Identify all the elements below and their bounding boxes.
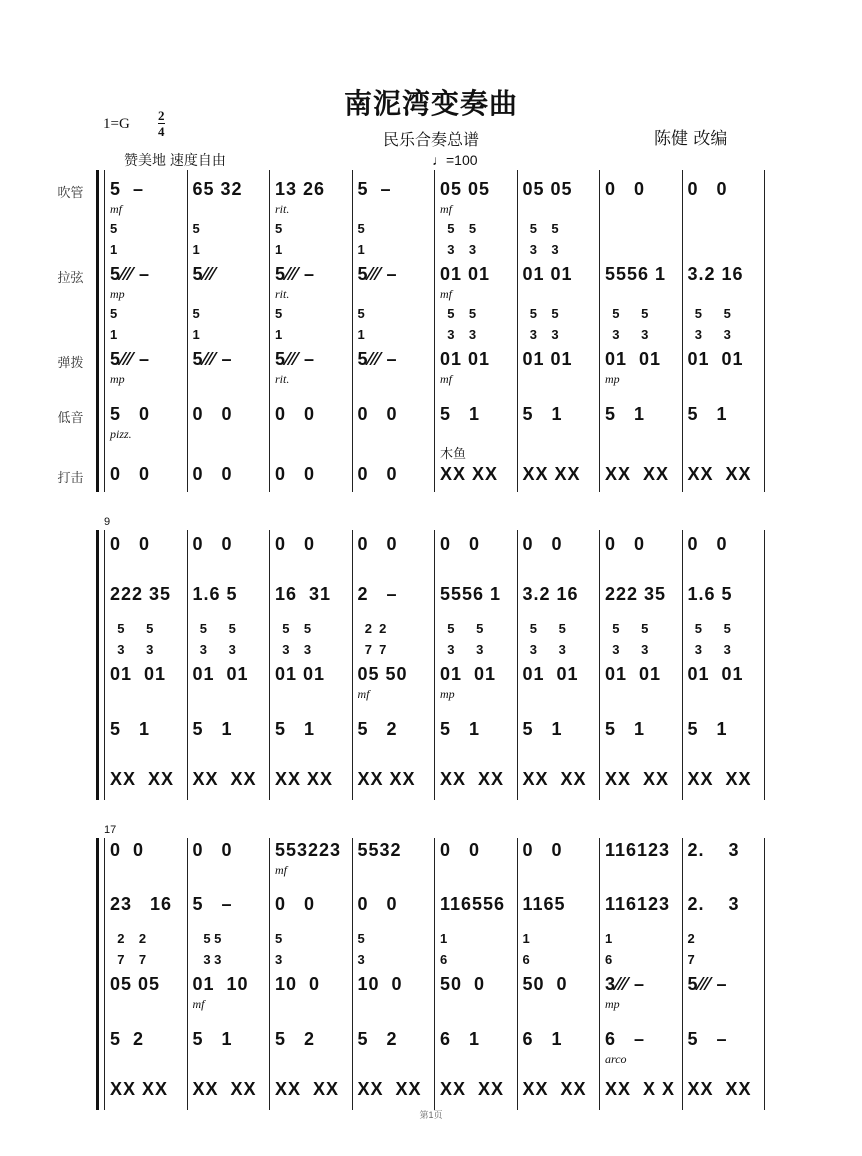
- notes: 13 26: [275, 179, 326, 199]
- notes: 5 1: [192, 1029, 233, 1049]
- notes: 05 05: [440, 179, 491, 199]
- chord-top-note: 5: [357, 221, 365, 236]
- notes: 01 01: [440, 349, 491, 369]
- dynamic-marking: mf: [440, 202, 452, 216]
- measure-number: 9: [104, 516, 111, 528]
- chord-middle-note: 6: [522, 952, 530, 967]
- notes: 0 0: [110, 840, 145, 860]
- chord-top-note: 5 5: [192, 931, 222, 946]
- chord-top-note: 1: [440, 931, 448, 946]
- barline: [104, 530, 105, 800]
- barline: [682, 530, 683, 800]
- notes: XX XX: [192, 1079, 257, 1099]
- notes: XX XX: [605, 464, 670, 484]
- dynamic-marking: mf: [357, 687, 370, 701]
- notes: XX XX: [522, 769, 587, 789]
- chord-middle-note: 3 3: [440, 642, 484, 657]
- chord-middle-note: 3 3: [192, 642, 236, 657]
- chord-middle-note: 7 7: [110, 952, 147, 967]
- notes: 23 16: [110, 894, 173, 914]
- notes: 0 0: [275, 404, 316, 424]
- barline: [599, 838, 600, 1110]
- chord-middle-note: 3 3: [110, 642, 154, 657]
- notes: 3.2 16: [687, 264, 744, 284]
- notes: XX XX: [110, 1079, 169, 1099]
- notes: 10 0: [357, 974, 403, 994]
- notes: 5 2: [357, 1029, 398, 1049]
- chord-middle-note: 1: [192, 327, 200, 342]
- dynamic-marking: mf: [275, 863, 287, 877]
- time-signature: [158, 108, 165, 139]
- notes: 5 1: [440, 719, 481, 739]
- notes: XX XX: [687, 769, 752, 789]
- chord-middle-note: 7 7: [357, 642, 387, 657]
- barline: [434, 838, 435, 1110]
- notes: 0 0: [192, 464, 233, 484]
- dynamic-marking: rit.: [275, 202, 290, 216]
- notes: 3⁄⁄⁄ –: [605, 974, 646, 994]
- notes: XX XX: [110, 769, 175, 789]
- notes: 0 0: [357, 894, 398, 914]
- dynamic-marking: pizz.: [110, 427, 132, 441]
- chord-top-note: 5: [357, 306, 365, 321]
- notes: 5 1: [440, 404, 481, 424]
- notes: 5 –: [687, 1029, 728, 1049]
- notes: 6 1: [522, 1029, 563, 1049]
- time-denominator: 4: [158, 124, 165, 139]
- chord-top-note: 5: [192, 306, 200, 321]
- notes: 5⁄⁄⁄ –: [192, 349, 233, 369]
- notes: 5532: [357, 840, 402, 860]
- notes: 01 01: [687, 349, 744, 369]
- instrument-label: 吹管: [57, 186, 84, 201]
- dynamic-marking: mp: [605, 372, 620, 386]
- notes: 0 0: [275, 464, 316, 484]
- dynamic-marking: mp: [440, 687, 455, 701]
- chord-middle-note: 3 3: [440, 242, 477, 257]
- chord-top-note: 1: [605, 931, 613, 946]
- notes: XX X X: [605, 1079, 676, 1099]
- notes: 5⁄⁄⁄ –: [357, 349, 398, 369]
- score-title: 南泥湾变奏曲: [343, 87, 518, 120]
- notes: 6 –: [605, 1029, 646, 1049]
- chord-middle-note: 3 3: [687, 327, 731, 342]
- chord-top-note: 5: [110, 221, 118, 236]
- notes: 6 1: [440, 1029, 481, 1049]
- notes: 5 1: [192, 719, 233, 739]
- barline: [187, 170, 188, 492]
- notes: 1.6 5: [192, 584, 238, 604]
- notes: 0 0: [440, 534, 481, 554]
- barline: [434, 530, 435, 800]
- chord-top-note: 5 5: [522, 221, 559, 236]
- notes: 01 01: [687, 664, 744, 684]
- notes: 01 01: [605, 664, 662, 684]
- barline: [682, 170, 683, 492]
- chord-middle-note: 3: [357, 952, 365, 967]
- chord-middle-note: 1: [110, 327, 118, 342]
- barline: [269, 838, 270, 1110]
- notes: 0 0: [110, 534, 151, 554]
- notes: 65 32: [192, 179, 243, 199]
- chord-middle-note: 3 3: [605, 327, 649, 342]
- barline: [517, 170, 518, 492]
- notes: 116123: [605, 894, 671, 914]
- key-signature: 1=G: [103, 116, 130, 132]
- notes: 5556 1: [605, 264, 667, 284]
- chord-top-note: 5: [192, 221, 200, 236]
- barline: [517, 838, 518, 1110]
- chord-top-note: 5: [357, 931, 365, 946]
- instrument-annotation: 木鱼: [440, 446, 467, 461]
- barline: [352, 530, 353, 800]
- chord-top-note: 5 5: [522, 621, 566, 636]
- notes: 01 01: [522, 264, 573, 284]
- dynamic-marking: mf: [440, 372, 452, 386]
- dynamic-marking: rit.: [275, 372, 290, 386]
- notes: 01 01: [522, 349, 573, 369]
- chord-top-note: 5 5: [687, 306, 731, 321]
- notes: 50 0: [522, 974, 568, 994]
- dynamic-marking: mf: [110, 202, 122, 216]
- notes: 0 0: [357, 534, 398, 554]
- score-subtitle: 民乐合奏总谱: [382, 130, 479, 149]
- dynamic-marking: mp: [110, 287, 125, 301]
- expression-marking: 赞美地 速度自由: [124, 152, 226, 168]
- barline: [764, 530, 765, 800]
- notes: 05 05: [522, 179, 573, 199]
- chord-middle-note: 1: [357, 327, 365, 342]
- notes: XX XX: [440, 1079, 505, 1099]
- barline: [599, 170, 600, 492]
- barline: [187, 530, 188, 800]
- chord-top-note: 5 5: [440, 621, 484, 636]
- notes: 5 0: [110, 404, 151, 424]
- notes: 222 35: [110, 584, 172, 604]
- notes: 5⁄⁄⁄ –: [110, 264, 151, 284]
- notes: 0 0: [605, 534, 646, 554]
- dynamic-marking: mf: [192, 997, 205, 1011]
- notes: XX XX: [605, 769, 670, 789]
- notes: 5 1: [605, 404, 646, 424]
- page-number: 第1页: [419, 1110, 443, 1120]
- notes: 3.2 16: [522, 584, 579, 604]
- instrument-label: 弹拨: [57, 356, 84, 371]
- notes: 0 0: [605, 179, 646, 199]
- notes: 0 0: [522, 534, 563, 554]
- chord-middle-note: 1: [110, 242, 118, 257]
- notes: XX XX: [357, 1079, 422, 1099]
- notes: 5⁄⁄⁄ –: [275, 264, 316, 284]
- chord-top-note: 2 2: [357, 621, 387, 636]
- barline: [269, 530, 270, 800]
- notes: 0 0: [522, 840, 563, 860]
- notes: XX XX: [275, 1079, 340, 1099]
- chord-top-note: 5 5: [605, 306, 649, 321]
- notes: 5 1: [687, 719, 728, 739]
- chord-top-note: 5: [275, 306, 283, 321]
- chord-middle-note: 7: [687, 952, 695, 967]
- notes: 2. 3: [687, 894, 740, 914]
- notes: 16 31: [275, 584, 332, 604]
- arranger: 陈健 改编: [654, 129, 728, 149]
- chord-middle-note: 1: [275, 327, 283, 342]
- notes: 5⁄⁄⁄ –: [357, 264, 398, 284]
- notes: 0 0: [192, 534, 233, 554]
- notes: 5 1: [605, 719, 646, 739]
- chord-middle-note: 3 3: [605, 642, 649, 657]
- time-numerator: 2: [158, 108, 165, 123]
- notes: 5 2: [275, 1029, 316, 1049]
- instrument-label: 拉弦: [57, 271, 84, 286]
- notes: XX XX: [687, 1079, 752, 1099]
- barline: [434, 170, 435, 492]
- notes: 5 1: [687, 404, 728, 424]
- barline: [352, 170, 353, 492]
- system-bracket: [96, 530, 99, 800]
- notes: 5⁄⁄⁄ –: [275, 349, 316, 369]
- barline: [764, 838, 765, 1110]
- tempo-marking: ♩=100: [432, 152, 478, 168]
- notes: XX XX: [440, 464, 499, 484]
- system-bracket: [96, 170, 99, 492]
- notes: 116556: [440, 894, 506, 914]
- notes: 05 05: [110, 974, 161, 994]
- barline: [104, 170, 105, 492]
- notes: 5 –: [110, 179, 145, 199]
- chord-middle-note: 3: [275, 952, 283, 967]
- notes: XX XX: [522, 464, 581, 484]
- barline: [269, 170, 270, 492]
- notes: 5 2: [357, 719, 398, 739]
- notes: 5 1: [275, 719, 316, 739]
- notes: 5 1: [522, 404, 563, 424]
- notes: 0 0: [440, 840, 481, 860]
- chord-middle-note: 1: [192, 242, 200, 257]
- notes: 50 0: [440, 974, 486, 994]
- barline: [764, 170, 765, 492]
- notes: 5 2: [110, 1029, 145, 1049]
- barline: [517, 530, 518, 800]
- barline: [187, 838, 188, 1110]
- dynamic-marking: rit.: [275, 287, 290, 301]
- notes: 01 01: [440, 264, 491, 284]
- notes: 0 0: [275, 534, 316, 554]
- notes: 0 0: [192, 840, 233, 860]
- chord-top-note: 5: [110, 306, 118, 321]
- notes: 1165: [522, 894, 566, 914]
- notes: 5⁄⁄⁄ –: [687, 974, 728, 994]
- barline: [352, 838, 353, 1110]
- chord-top-note: 5 5: [522, 306, 559, 321]
- notes: 0 0: [357, 464, 398, 484]
- chord-top-note: 5 5: [440, 221, 477, 236]
- notes: 553223: [275, 840, 342, 860]
- chord-middle-note: 3 3: [275, 642, 312, 657]
- notes: 2. 3: [687, 840, 740, 860]
- chord-top-note: 5 5: [110, 621, 154, 636]
- chord-middle-note: 1: [357, 242, 365, 257]
- chord-top-note: 5: [275, 931, 283, 946]
- chord-top-note: 2: [687, 931, 695, 946]
- dynamic-marking: mf: [440, 287, 452, 301]
- instrument-label: 打击: [57, 471, 84, 486]
- notes: 2 –: [357, 584, 398, 604]
- notes: 10 0: [275, 974, 321, 994]
- notes: 5⁄⁄⁄: [192, 264, 216, 284]
- notes: XX XX: [687, 464, 752, 484]
- notes: 01 01: [192, 664, 249, 684]
- measure-number: 17: [104, 824, 117, 836]
- chord-middle-note: 6: [440, 952, 448, 967]
- chord-middle-note: 3 3: [440, 327, 477, 342]
- barline: [599, 530, 600, 800]
- barline: [104, 838, 105, 1110]
- chord-top-note: 5: [275, 221, 283, 236]
- notes: XX XX: [192, 769, 257, 789]
- notes: 5 –: [357, 179, 392, 199]
- chord-middle-note: 6: [605, 952, 613, 967]
- notes: 05 50: [357, 664, 408, 684]
- chord-middle-note: 3 3: [522, 642, 566, 657]
- notes: 0 0: [687, 179, 728, 199]
- dynamic-marking: mp: [110, 372, 125, 386]
- notes: 01 10: [192, 974, 249, 994]
- notes: 5 1: [110, 719, 151, 739]
- chord-top-note: 5 5: [192, 621, 236, 636]
- notes: 01 01: [275, 664, 326, 684]
- notes: 1.6 5: [687, 584, 733, 604]
- chord-middle-note: 3 3: [687, 642, 731, 657]
- notes: 5556 1: [440, 584, 502, 604]
- chord-middle-note: 1: [275, 242, 283, 257]
- notes: 01 01: [440, 664, 497, 684]
- chord-middle-note: 3 3: [522, 242, 559, 257]
- chord-top-note: 5 5: [605, 621, 649, 636]
- notes: XX XX: [440, 769, 505, 789]
- dynamic-marking: arco: [605, 1052, 627, 1066]
- chord-middle-note: 3 3: [192, 952, 222, 967]
- notes: 0 0: [110, 464, 151, 484]
- notes: XX XX: [275, 769, 334, 789]
- notes: 5 1: [522, 719, 563, 739]
- notes: 01 01: [110, 664, 167, 684]
- system-bracket: [96, 838, 99, 1110]
- chord-top-note: 5 5: [440, 306, 477, 321]
- notes: 222 35: [605, 584, 667, 604]
- notes: XX XX: [522, 1079, 587, 1099]
- notes: 0 0: [357, 404, 398, 424]
- chord-top-note: 5 5: [275, 621, 312, 636]
- instrument-label: 低音: [57, 411, 84, 426]
- notes: 0 0: [275, 894, 316, 914]
- chord-top-note: 2 2: [110, 931, 147, 946]
- notes: 5 –: [192, 894, 233, 914]
- notes: XX XX: [357, 769, 416, 789]
- chord-top-note: 5 5: [687, 621, 731, 636]
- chord-top-note: 1: [522, 931, 530, 946]
- notes: 0 0: [192, 404, 233, 424]
- chord-middle-note: 3 3: [522, 327, 559, 342]
- notes: 0 0: [687, 534, 728, 554]
- barline: [682, 838, 683, 1110]
- notes: 5⁄⁄⁄ –: [110, 349, 151, 369]
- notes: 01 01: [522, 664, 579, 684]
- notes: 116123: [605, 840, 671, 860]
- dynamic-marking: mp: [605, 997, 620, 1011]
- notes: 01 01: [605, 349, 662, 369]
